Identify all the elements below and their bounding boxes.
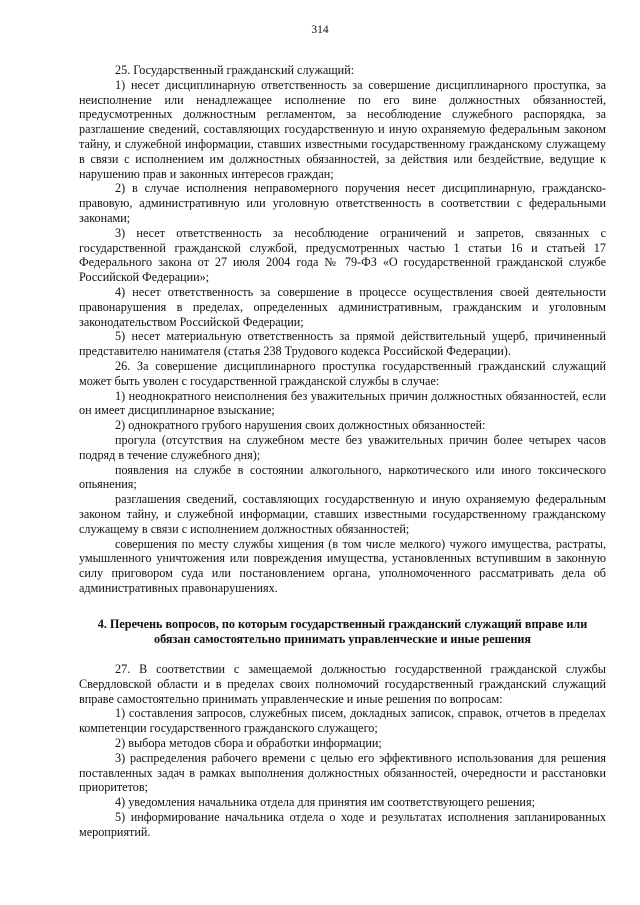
paragraph: 3) несет ответственность за несоблюдение ограничений и запретов, связанных с государственной гражданской службой, предусмотренных частью 1 статьи 16 и статьей 17 Федерального закона от 27 июля 2004 года № 79-ФЗ «О государственной гражданской службе Российской Федерации»; (79, 225, 606, 285)
section-heading: 4. Перечень вопросов, по которым государственный гражданский служащий вправе или обязан самостоятельно принимать управленческие и иные решения (97, 617, 588, 646)
paragraph: прогула (отсутствия на служебном месте без уважительных причин более четырех часов подряд в течение служебного дня); (79, 432, 606, 462)
paragraph: 1) несет дисциплинарную ответственность за совершение дисциплинарного проступка, за неисполнение или ненадлежащее исполнение по его вине должностных обязанностей, предусмотренных должностным регламентом, за несоблюдение служебного распорядка, за разглашение сведений, составляющих государственную и иную охраняемую федеральным законом тайну, и служебной информации, ставших известными государственному гражданскому служащему в связи с исполнением им должностных обязанностей, за действия или бездействие, ведущие к нарушению прав и законных интересов граждан; (79, 77, 606, 181)
section-responsibility (79, 63, 606, 596)
paragraph: 1) составления запросов, служебных писем, докладных записок, справок, отчетов в пределах компетенции государственного гражданского служащего; (79, 706, 606, 736)
paragraph: 3) распределения рабочего времени с целью его эффективного использования для решения поставленных задач в рамках выполнения должностных обязанностей, очередности и расстановки приоритетов; (79, 750, 606, 795)
paragraph: 26. За совершение дисциплинарного проступка государственный гражданский служащий может быть уволен с государственной гражданской службы в случае: (79, 358, 606, 388)
paragraph: 2) выбора методов сбора и обработки информации; (115, 735, 382, 750)
paragraph: 4) несет ответственность за совершение в процессе осуществления своей деятельности правонарушения в пределах, определенных административным, гражданским и уголовным законодательством Российской Федерации; (79, 284, 606, 329)
page-number: 314 (311, 24, 329, 36)
paragraph: 2) в случае исполнения неправомерного поручения несет дисциплинарную, гражданско-правовую, административную или уголовную ответственность в соответствии с федеральными законами; (79, 181, 606, 225)
paragraph: 2) однократного грубого нарушения своих должностных обязанностей: (115, 418, 486, 433)
paragraph: 4) уведомления начальника отдела для принятия им соответствующего решения; (115, 795, 535, 810)
paragraph: разглашения сведений, составляющих государственную и иную охраняемую федеральным законом тайну, и служебной информации, ставших известными государственному гражданскому служащему в связи с исполнением должностных обязанностей; (79, 492, 606, 536)
paragraph: появления на службе в состоянии алкогольного, наркотического или иного токсического опьянения; (79, 462, 606, 492)
paragraph: 5) несет материальную ответственность за прямой действительный ущерб, причиненный представителю нанимателя (статья 238 Трудового кодекса Российской Федерации). (79, 329, 606, 359)
paragraph: совершения по месту службы хищения (в том числе мелкого) чужого имущества, растраты, умышленного уничтожения или повреждения имущества, установленных вступившим в законную силу приговором суда или постановлением органа, уполномоченного рассматривать дела об административных правонарушениях. (79, 536, 606, 595)
section-decisions (79, 662, 606, 840)
paragraph: 25. Государственный гражданский служащий: (115, 63, 355, 77)
paragraph: 1) неоднократного неисполнения без уважительных причин должностных обязанностей, если он имеет дисциплинарное взыскание; (79, 388, 606, 418)
paragraph: 5) информирование начальника отдела о ходе и результатах исполнения запланированных мероприятий. (79, 809, 606, 839)
paragraph: 27. В соответствии с замещаемой должностью государственной гражданской службы Свердловской области и в пределах своих полномочий государственный гражданский служащий вправе самостоятельно принимать управленческие и иные решения по вопросам: (79, 662, 606, 706)
